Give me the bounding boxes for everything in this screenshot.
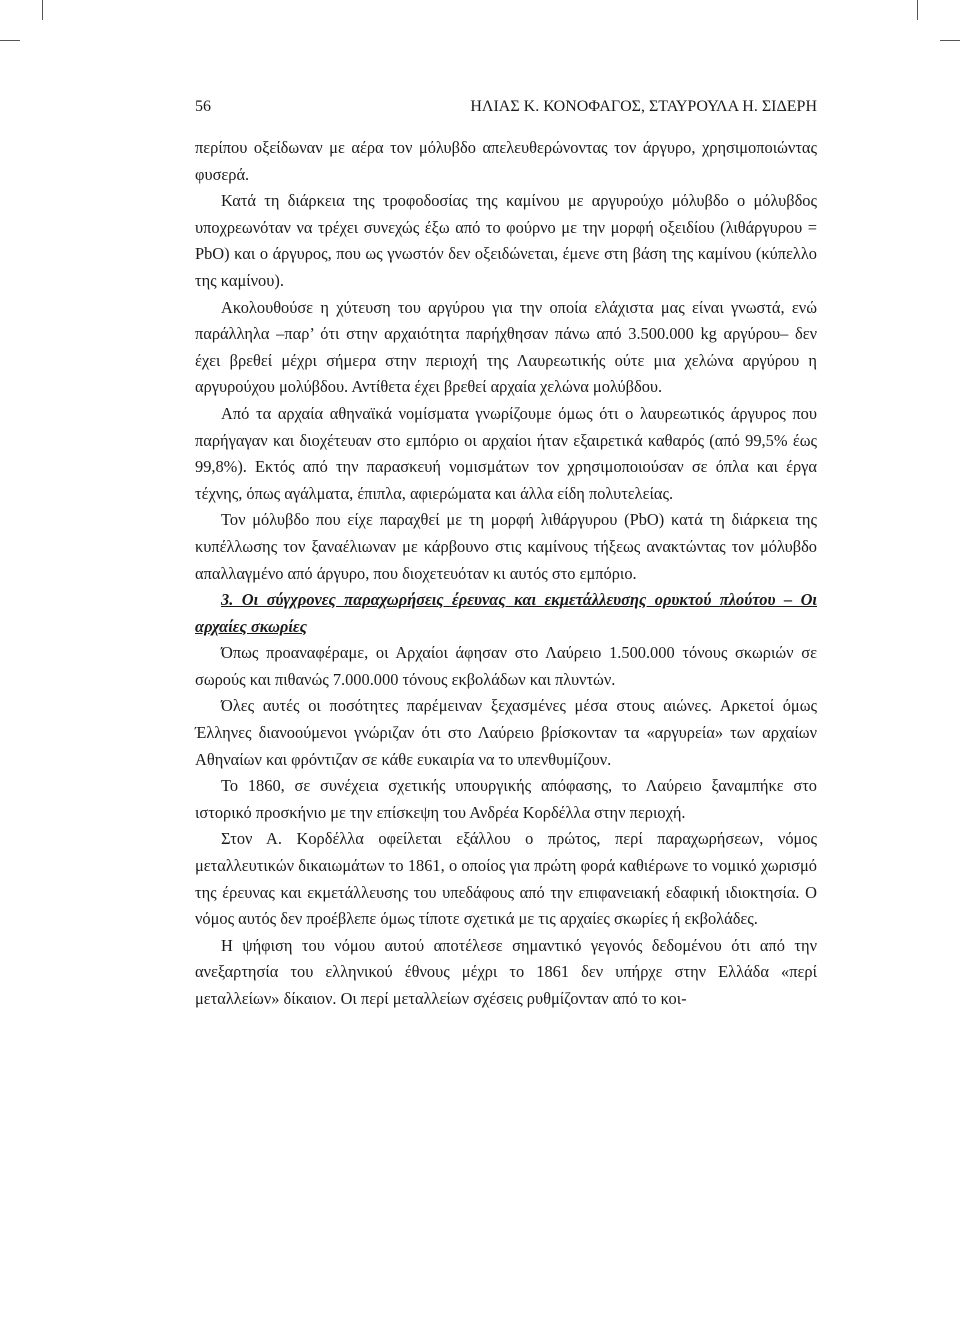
paragraph: Το 1860, σε συνέχεια σχετικής υπουργικής απόφασης, το Λαύρειο ξαναμπήκε στο ιστορικό προσκήνιο με την επίσκεψη του Ανδρέα Κορδέλλα στην περιοχή. [195, 776, 817, 822]
crop-mark-top-right [917, 0, 918, 20]
crop-mark-top-left [42, 0, 43, 20]
paragraph: Όπως προαναφέραμε, οι Αρχαίοι άφησαν στο Λαύρειο 1.500.000 τόνους σκωριών σε σωρούς και πιθανώς 7.000.000 τόνους εκβολάδων και πλυντών. [195, 643, 817, 689]
running-title: ΗΛΙΑΣ Κ. ΚΟΝΟΦΑΓΟΣ, ΣΤΑΥΡΟΥΛΑ Η. ΣΙΔΕΡΗ [470, 98, 817, 115]
crop-mark-top-left-horizontal [0, 40, 20, 41]
paragraph: περίπου οξείδωναν με αέρα τον μόλυβδο απελευθερώνοντας τον άργυρο, χρησιμοποιώντας φυσερά. [195, 138, 817, 184]
paragraph: Όλες αυτές οι ποσότητες παρέμειναν ξεχασμένες μέσα στους αιώνες. Αρκετοί όμως Έλληνες διανοούμενοι γνώριζαν ότι στο Λαύρειο βρίσκονταν τα «αργυρεία» των αρχαίων Αθηναίων και φρόντιζαν σε κάθε ευκαιρία να το υπενθυμίζουν. [195, 696, 817, 769]
paragraph: Από τα αρχαία αθηναϊκά νομίσματα γνωρίζουμε όμως ότι ο λαυρεωτικός άργυρος που παρήγαγαν και διοχέτευαν στο εμπόριο οι αρχαίοι ήταν εξαιρετικά καθαρός (από 99,5% έως 99,8%). Εκτός από την παρασκευή νομισμάτων τον χρησιμοποιούσαν σε όπλα και έργα τέχνης, όπως αγάλματα, έπιπλα, αφιερώματα και άλλα είδη πολυτελείας. [195, 403, 817, 503]
paragraph: Κατά τη διάρκεια της τροφοδοσίας της καμίνου με αργυρούχο μόλυβδο ο μόλυβδος υποχρεωνόταν να τρέχει συνεχώς έξω από το φούρνο με την μορφή οξειδίου (λιθάργυρου = PbO) και ο άργυρος, που ως γνωστόν δεν οξειδώνεται, έμενε στη βάση της καμίνου (κύπελλο της καμίνου). [195, 191, 817, 290]
paragraph: Η ψήφιση του νόμου αυτού αποτέλεσε σημαντικό γεγονός δεδομένου ότι από την ανεξαρτησία του ελληνικού έθνους μέχρι το 1861 δεν υπήρχε στην Ελλάδα «περί μεταλλείων» δίκαιον. Οι περί μεταλλείων σχέσεις ρυθμίζονταν από το κοι- [195, 935, 817, 1008]
section-heading: 3. Οι σύγχρονες παραχωρήσεις έρευνας και εκμετάλλευσης ορυκτού πλούτου – Οι αρχαίες σκωρίες [195, 590, 817, 636]
paragraph: Ακολουθούσε η χύτευση του αργύρου για την οποία ελάχιστα μας είναι γνωστά, ενώ παράλληλα –παρ’ ότι στην αρχαιότητα παρήχθησαν πάνω από 3.500.000 kg αργύρου– δεν έχει βρεθεί μέχρι σήμερα στην περιοχή της Λαυρεωτικής ούτε μια χελώνα αργύρου η αργυρούχου μολύβδου. Αντίθετα έχει βρεθεί αρχαία χελώνα μολύβδου. [195, 297, 817, 397]
page-body [195, 135, 817, 1013]
page-number: 56 [195, 98, 211, 115]
paragraph: Τον μόλυβδο που είχε παραχθεί με τη μορφή λιθάργυρου (PbO) κατά τη διάρκεια της κυπέλλωσης τον ξαναέλιωναν με κάρβουνο στις καμίνους τήξεως ανακτώντας τον μόλυβδο απαλλαγμένο από άργυρο, που διοχετευόταν κι αυτός στο εμπόριο. [195, 510, 817, 583]
crop-mark-top-right-horizontal [940, 40, 960, 41]
paragraph: Στον Α. Κορδέλλα οφείλεται εξάλλου ο πρώτος, περί παραχωρήσεων, νόμος μεταλλευτικών δικαιωμάτων το 1861, ο οποίος για πρώτη φορά καθιέρωνε το νομικό χωρισμό της έρευνας και εκμετάλλευσης του υπεδάφους από την επιφανειακή εδαφική ιδιοκτησία. Ο νόμος αυτός δεν προέβλεπε όμως τίποτε σχετικά με τις αρχαίες σκωρίες ή εκβολάδες. [195, 829, 817, 929]
